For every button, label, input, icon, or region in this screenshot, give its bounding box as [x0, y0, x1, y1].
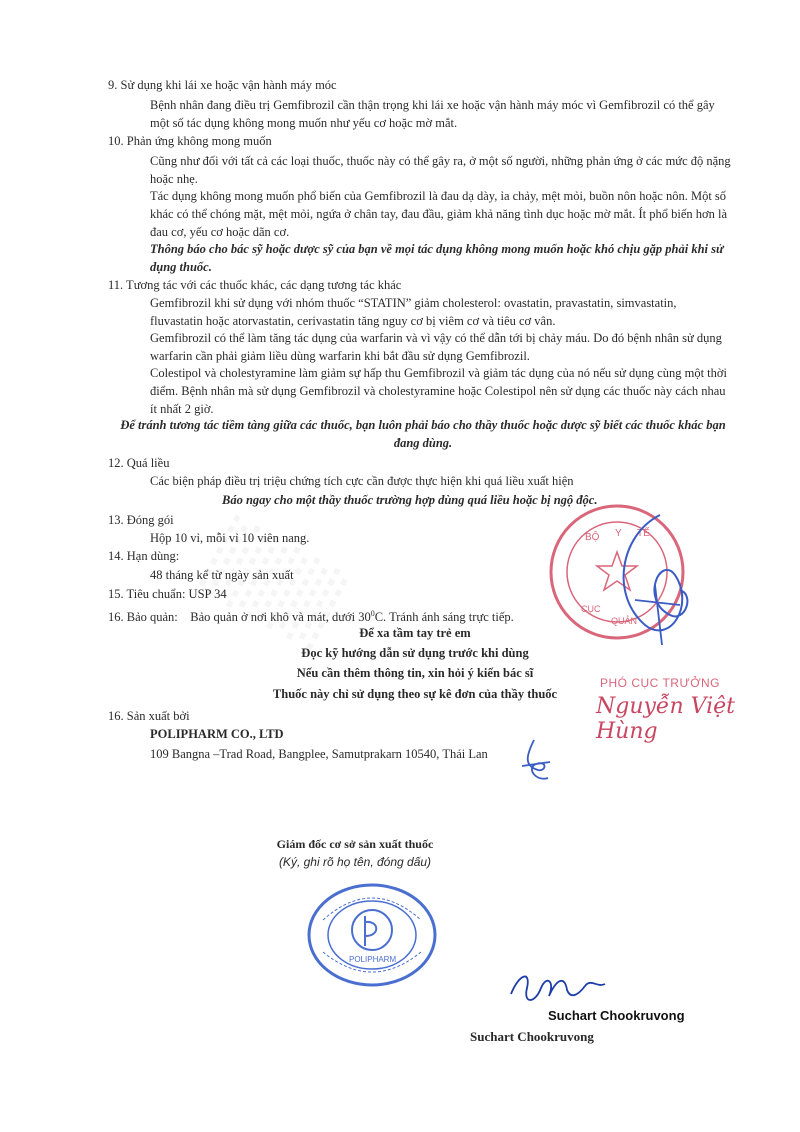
section-12-warning: Báo ngay cho một thầy thuốc trường hợp dùng quá liều hoặc bị ngộ độc.: [222, 493, 598, 507]
company-stamp: [305, 880, 440, 990]
section-11-heading: 11. Tương tác với các thuốc khác, các dạng tương tác khác: [108, 278, 402, 292]
section-14-heading: 14. Hạn dùng:: [108, 549, 180, 563]
svg-text:POLIPHARM: POLIPHARM: [349, 955, 397, 964]
deputy-director-title: PHÓ CỤC TRƯỞNG: [600, 676, 720, 690]
section-9-heading: 9. Sử dụng khi lái xe hoặc vận hành máy móc: [108, 78, 337, 92]
director-name: Suchart Chookruvong: [470, 1029, 594, 1044]
svg-text:CỤC: CỤC: [581, 604, 601, 614]
official-signature: [600, 505, 710, 655]
svg-text:BỘ: BỘ: [585, 532, 600, 543]
section-15-text: 15. Tiêu chuẩn: USP 34: [108, 587, 227, 601]
section-11-paragraph-1: Gemfibrozil khi sử dụng với nhóm thuốc “STATIN” giảm cholesterol: ovastatin, pravastatin, simvastatin, fluvastatin hoặc atorvastatin, cerivastatin tăng nguy cơ bị viêm cơ và tiêu cơ vân.: [150, 296, 677, 328]
section-10-paragraph-2: Tác dụng không mong muốn phổ biến của Gemfibrozil là đau dạ dày, ỉa chảy, mệt mỏi, buồn nôn hoặc nôn. Một số khác có thể chóng mặt, mệt mỏi, ngứa ở chân tay, đau đầu, giảm khả năng tình dục hoặc mờ mắt. Ít phổ biến hơn là đau cơ, yếu cơ hoặc dãn cơ.: [150, 189, 728, 239]
section-16-storage: [108, 605, 514, 626]
director-title: Giám đốc cơ sở sản xuất thuốc: [276, 837, 434, 851]
manufacturer-company: POLIPHARM CO., LTD: [150, 727, 284, 741]
notice-ask-doctor: Nếu cần thêm thông tin, xin hỏi ý kiến bác sĩ: [296, 666, 534, 680]
section-12-heading: 12. Quá liều: [108, 456, 170, 470]
manufacturer-address: 109 Bangna –Trad Road, Bangplee, Samutprakarn 10540, Thái Lan: [150, 747, 488, 761]
section-10-heading: 10. Phản ứng không mong muốn: [108, 134, 272, 148]
section-13-heading: 13. Đóng gói: [108, 513, 174, 527]
initial-signature: [516, 736, 556, 788]
section-11-paragraph-2: Gemfibrozil có thể làm tăng tác dụng của warfarin và vì vậy có thể dẫn tới bị chảy máu. Do đó bệnh nhân sử dụng warfarin cần phải giảm liều dùng warfarin khi bắt đầu sử dụng Gemfibrozil.: [150, 331, 722, 363]
section-12-body: Các biện pháp điều trị triệu chứng tích cực cần được thực hiện khi quá liều xuất hiện: [150, 474, 574, 488]
storage-body-post: C. Tránh ánh sáng trực tiếp.: [374, 610, 514, 625]
section-14-body: 48 tháng kể từ ngày sản xuất: [150, 568, 294, 582]
manufacturer-heading: 16. Sản xuất bởi: [108, 709, 190, 723]
svg-text:TẾ: TẾ: [637, 528, 650, 539]
section-9-body: Bệnh nhân đang điều trị Gemfibrozil cần thận trọng khi lái xe hoặc vận hành máy móc vì Gemfibrozil có thể gây một số tác dụng không mong muốn như yếu cơ hoặc mờ mắt.: [150, 98, 715, 130]
section-13-body: Hộp 10 vỉ, mỗi vỉ 10 viên nang.: [150, 531, 310, 545]
svg-text:QUẢN: QUẢN: [611, 616, 638, 626]
section-11-warning: Để tránh tương tác tiềm tàng giữa các thuốc, bạn luôn phải báo cho thầy thuốc hoặc dược sỹ biết các thuốc khác bạn đang dùng.: [120, 418, 726, 450]
section-10-warning: Thông báo cho bác sỹ hoặc dược sỹ của bạn về mọi tác dụng không mong muốn hoặc khó chịu gặp phải khi sử dụng thuốc.: [150, 242, 724, 274]
deputy-director-name: Nguyễn Việt Hùng: [596, 694, 736, 744]
director-typed-name: Suchart Chookruvong: [548, 1008, 685, 1023]
director-subtitle: (Ký, ghi rõ họ tên, đóng dấu): [278, 855, 432, 869]
section-11-paragraph-3: Colestipol và cholestyramine làm giảm sự hấp thu Gemfibrozil và giảm tác dụng của nó nếu sử dụng cùng một thời điểm. Bệnh nhân mà sử dụng Gemfibrozil và cholestyramine hoặc Colestipol nên sử dụng các thuốc này cách nhau ít nhất 2 giờ.: [150, 366, 727, 416]
storage-label: 16. Bảo quản:: [108, 610, 178, 625]
svg-text:Y: Y: [615, 528, 622, 539]
director-signature: [505, 964, 615, 1012]
storage-degree: 0: [370, 609, 375, 618]
storage-body-pre: Bảo quản ở nơi khô và mát, dưới 30: [190, 610, 371, 625]
notice-read-guide: Đọc kỹ hướng dẫn sử dụng trước khi dùng: [301, 646, 529, 660]
notice-keep-away: Để xa tầm tay trẻ em: [359, 626, 471, 640]
notice-prescription: Thuốc này chỉ sử dụng theo sự kê đơn của thầy thuốc: [272, 687, 558, 701]
section-10-paragraph-1: Cũng như đối với tất cả các loại thuốc, thuốc này có thể gây ra, ở một số người, những phản ứng ở các mức độ nặng hoặc nhẹ.: [150, 154, 731, 186]
